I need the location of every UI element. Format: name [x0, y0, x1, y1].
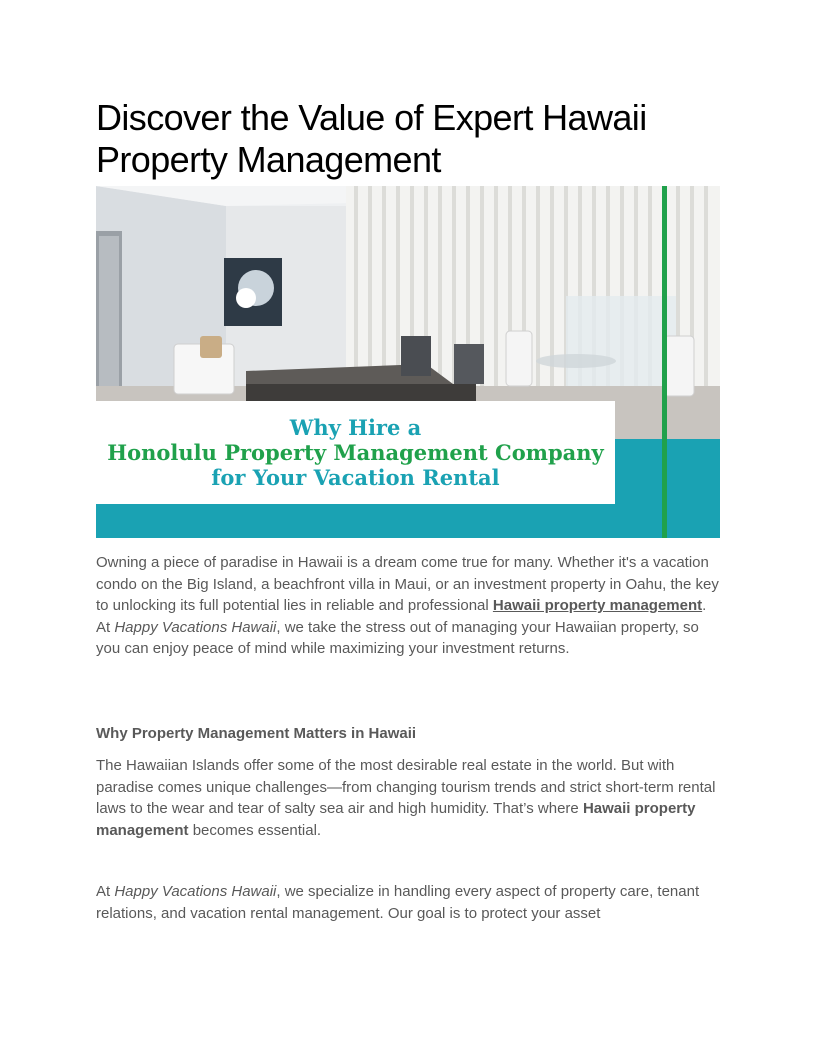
hero-image [96, 186, 720, 538]
intro-text-2: . At [96, 597, 707, 636]
intro-text-3: , we take the stress out of managing your Hawaiian property, so you can enjoy peace of mind while maximizing your investment returns. [96, 618, 699, 657]
closing-text-2: , we specialize in handling every aspect of property care, tenant relations, and vacation rental management. Our goal is to protect your asset [96, 883, 700, 922]
banner-line-2: Honolulu Property Management Company [107, 440, 604, 465]
section-bold-text: Hawaii property management [96, 800, 696, 839]
section-paragraph [96, 755, 720, 841]
hero-banner [96, 401, 615, 504]
section-heading: Why Property Management Matters in Hawaii [96, 725, 417, 742]
section-text-1: The Hawaiian Islands offer some of the most desirable real estate in the world. But with paradise comes unique challenges—from changing tourism trends and strict short-term rental laws to the wear and tear of salty sea air and high humidity. That’s where [96, 757, 716, 817]
closing-brand-name: Happy Vacations Hawaii [114, 883, 277, 900]
intro-text-1: Owning a piece of paradise in Hawaii is a dream come true for many. Whether it's a vacation condo on the Big Island, a beachfront villa in Maui, or an investment property in Oahu, the key to unlocking its full potential lies in reliable and professional [96, 554, 719, 614]
closing-text-1: At [96, 883, 115, 900]
intro-paragraph [96, 552, 720, 660]
brand-name: Happy Vacations Hawaii [114, 618, 277, 636]
closing-paragraph [96, 881, 720, 924]
banner-line-1: Why Hire a [289, 415, 422, 440]
hawaii-property-management-link[interactable]: Hawaii property management [492, 597, 703, 614]
banner-line-3: for Your Vacation Rental [211, 465, 500, 490]
page-title: Discover the Value of Expert Hawaii Property Management [96, 97, 647, 180]
section-text-2: becomes essential. [188, 821, 322, 839]
